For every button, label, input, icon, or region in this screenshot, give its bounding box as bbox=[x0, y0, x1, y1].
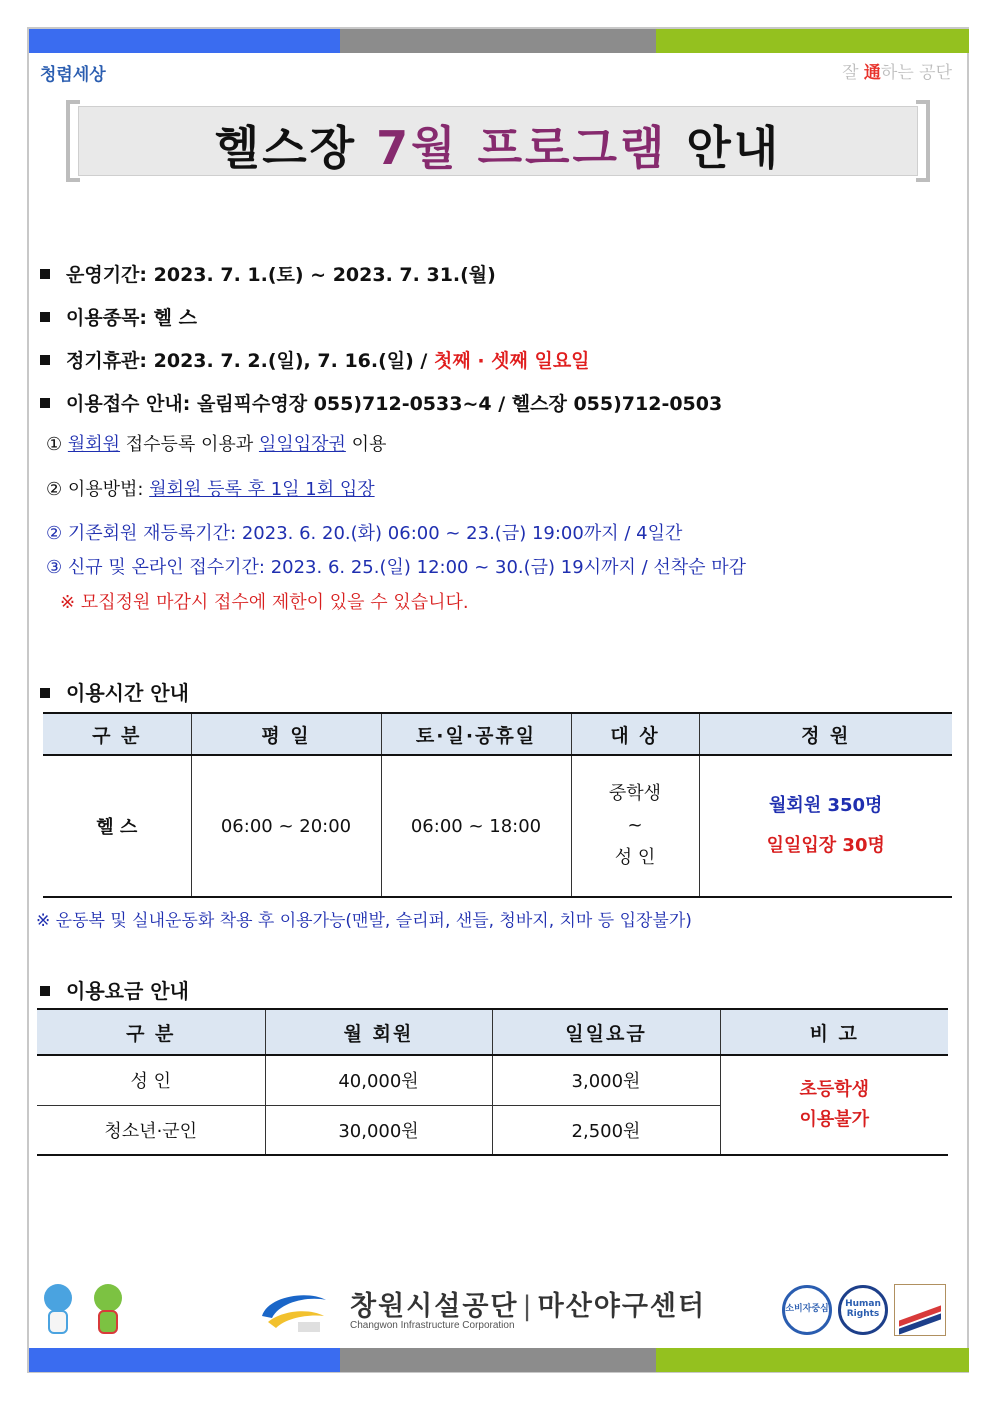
fees-daily: 2,500원 bbox=[492, 1105, 720, 1155]
hours-capacity: 월회원 350명 일일입장 30명 bbox=[699, 755, 952, 897]
info-contact: 이용접수 안내: 올림픽수영장 055)712-0533~4 / 헬스장 055)712-0503 bbox=[40, 389, 722, 416]
fees-header-row bbox=[37, 1009, 948, 1055]
fees-monthly: 30,000원 bbox=[265, 1105, 492, 1155]
swoosh-logo-icon bbox=[258, 1286, 330, 1334]
hours-header-row bbox=[43, 713, 952, 755]
hours-weekend: 06:00 ~ 18:00 bbox=[381, 755, 571, 897]
hours-header-capacity: 정 원 bbox=[699, 713, 952, 755]
top-color-bar bbox=[29, 29, 969, 53]
fees-category: 청소년·군인 bbox=[37, 1105, 265, 1155]
fees-header-remark: 비 고 bbox=[720, 1009, 948, 1055]
certification-badges bbox=[782, 1284, 946, 1336]
hours-category: 헬 스 bbox=[43, 755, 191, 897]
hours-row bbox=[43, 755, 952, 897]
sub-item-1: ① 월회원 접수등록 이용과 일일입장권 이용 bbox=[46, 434, 387, 455]
corporation-name: 창원시설공단 | 마산야구센터 bbox=[350, 1291, 707, 1322]
attire-warning: ※ 운동복 및 실내운동화 착용 후 이용가능(맨발, 슬리퍼, 샌들, 청바지, 치마 등 입장불가) bbox=[36, 911, 692, 931]
human-rights-badge-icon: Human Rights bbox=[838, 1285, 888, 1335]
fees-monthly: 40,000원 bbox=[265, 1055, 492, 1105]
mascots bbox=[36, 1284, 130, 1336]
fees-header-daily: 일일요금 bbox=[492, 1009, 720, 1055]
sub-item-3: ② 기존회원 재등록기간: 2023. 6. 20.(화) 06:00 ~ 23.(금) 19:00까지 / 4일간 bbox=[46, 523, 683, 544]
hours-header-weekend: 토·일·공휴일 bbox=[381, 713, 571, 755]
fees-daily: 3,000원 bbox=[492, 1055, 720, 1105]
mascot-green-icon bbox=[86, 1284, 130, 1336]
fees-table bbox=[37, 1008, 948, 1156]
page-title: 헬스장 7월 프로그램 안내 bbox=[214, 121, 782, 175]
info-period: 운영기간: 2023. 7. 1.(토) ~ 2023. 7. 31.(월) bbox=[40, 260, 496, 287]
fees-category: 성 인 bbox=[37, 1055, 265, 1105]
hours-table bbox=[43, 712, 952, 898]
bottom-color-bar bbox=[29, 1348, 969, 1372]
hours-section-title: 이용시간 안내 bbox=[40, 677, 189, 706]
hours-weekday: 06:00 ~ 20:00 bbox=[191, 755, 381, 897]
fees-section-title: 이용요금 안내 bbox=[40, 975, 189, 1004]
capacity-note: ※ 모집정원 마감시 접수에 제한이 있을 수 있습니다. bbox=[60, 592, 469, 613]
info-type: 이용종목: 헬 스 bbox=[40, 303, 197, 330]
sub-item-2: ② 이용방법: 월회원 등록 후 1일 1회 입장 bbox=[46, 479, 375, 500]
hours-header-category: 구 분 bbox=[43, 713, 191, 755]
certification-mark-icon bbox=[894, 1284, 946, 1336]
mascot-blue-icon bbox=[36, 1284, 80, 1336]
sub-item-4: ③ 신규 및 온라인 접수기간: 2023. 6. 25.(일) 12:00 ~ 30.(금) 19시까지 / 선착순 마감 bbox=[46, 557, 747, 578]
hours-header-target: 대 상 bbox=[571, 713, 699, 755]
corporation-logo bbox=[258, 1282, 707, 1340]
title-box bbox=[66, 100, 930, 182]
integrity-logo: 청렴세상 bbox=[40, 65, 106, 85]
fees-header-monthly: 월 회원 bbox=[265, 1009, 492, 1055]
table-row bbox=[37, 1055, 948, 1105]
consumer-badge-icon: 소비자중심 bbox=[782, 1285, 832, 1335]
fees-header-category: 구 분 bbox=[37, 1009, 265, 1055]
hours-target: 중학생 ~ 성 인 bbox=[571, 755, 699, 897]
slogan-logo: 잘 通하는 공단 bbox=[842, 63, 952, 83]
fees-remark: 초등학생 이용불가 bbox=[720, 1055, 948, 1155]
hours-header-weekday: 평 일 bbox=[191, 713, 381, 755]
corporation-english-name: Changwon Infrastructure Corporation bbox=[350, 1320, 515, 1331]
info-closed: 정기휴관: 2023. 7. 2.(일), 7. 16.(일) / 첫째 · 셋째 일요일 bbox=[40, 346, 590, 373]
